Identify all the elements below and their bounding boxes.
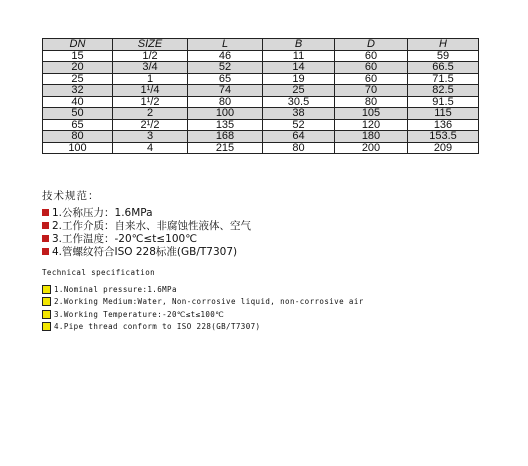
red-square-icon — [42, 235, 49, 242]
cell-size: 4 — [113, 142, 188, 154]
cell-dn: 32 — [43, 85, 113, 97]
header-d: D — [335, 39, 408, 51]
cell-size: 2¹/2 — [113, 119, 188, 131]
cell-b: 80 — [263, 142, 335, 154]
yellow-square-icon — [42, 322, 51, 331]
cell-dn: 25 — [43, 73, 113, 85]
cell-size: 1 — [113, 73, 188, 85]
cell-dn: 15 — [43, 50, 113, 62]
cell-h: 209 — [408, 142, 479, 154]
cell-d: 60 — [335, 62, 408, 74]
cell-l: 65 — [188, 73, 263, 85]
yellow-square-icon — [42, 297, 51, 306]
cell-h: 59 — [408, 50, 479, 62]
cell-dn: 80 — [43, 131, 113, 143]
cell-h: 115 — [408, 108, 479, 120]
cell-d: 120 — [335, 119, 408, 131]
cell-d: 105 — [335, 108, 408, 120]
header-b: B — [263, 39, 335, 51]
table-row — [43, 50, 479, 62]
spec-cn-item — [42, 245, 251, 258]
cell-b: 30.5 — [263, 96, 335, 108]
cell-l: 80 — [188, 96, 263, 108]
cell-b: 14 — [263, 62, 335, 74]
header-h: H — [408, 39, 479, 51]
spec-cn-text: 1.公称压力：1.6MPa — [52, 207, 153, 219]
spec-en-text: 4.Pipe thread conform to ISO 228(GB/T7307) — [54, 322, 261, 332]
spec-cn-heading: 技术规范： — [42, 190, 100, 202]
red-square-icon — [42, 209, 49, 216]
yellow-square-icon — [42, 285, 51, 294]
dimension-table — [42, 38, 479, 154]
table-row — [43, 85, 479, 97]
cell-h: 153.5 — [408, 131, 479, 143]
cell-l: 74 — [188, 85, 263, 97]
spec-cn-text: 2.工作介质：自来水、非腐蚀性液体、空气 — [52, 220, 252, 232]
cell-b: 38 — [263, 108, 335, 120]
cell-l: 46 — [188, 50, 263, 62]
table-row — [43, 119, 479, 131]
cell-b: 19 — [263, 73, 335, 85]
cell-b: 11 — [263, 50, 335, 62]
header-dn: DN — [43, 39, 113, 51]
cell-d: 70 — [335, 85, 408, 97]
cell-d: 60 — [335, 73, 408, 85]
cell-h: 66.5 — [408, 62, 479, 74]
table-header-row — [43, 39, 479, 51]
table-row — [43, 142, 479, 154]
cell-d: 200 — [335, 142, 408, 154]
table-row — [43, 131, 479, 143]
cell-size: 1/2 — [113, 50, 188, 62]
spec-en-item — [42, 296, 364, 309]
spec-en-text: 2.Working Medium:Water, Non-corrosive liquid, non-corrosive air — [54, 297, 364, 307]
table-row — [43, 96, 479, 108]
cell-size: 1¹/2 — [113, 96, 188, 108]
cell-h: 136 — [408, 119, 479, 131]
table-row — [43, 108, 479, 120]
cell-l: 168 — [188, 131, 263, 143]
cell-size: 3 — [113, 131, 188, 143]
table-row — [43, 62, 479, 74]
spec-en-heading: Technical specification — [42, 268, 156, 277]
cell-l: 100 — [188, 108, 263, 120]
cell-h: 82.5 — [408, 85, 479, 97]
cell-size: 3/4 — [113, 62, 188, 74]
spec-en-text: 1.Nominal pressure:1.6MPa — [54, 284, 177, 294]
cell-d: 60 — [335, 50, 408, 62]
spec-cn-section — [42, 188, 251, 258]
spec-en-item — [42, 283, 364, 296]
cell-b: 52 — [263, 119, 335, 131]
header-l: L — [188, 39, 263, 51]
cell-l: 135 — [188, 119, 263, 131]
spec-en-item — [42, 321, 364, 334]
red-square-icon — [42, 222, 49, 229]
cell-dn: 20 — [43, 62, 113, 74]
cell-d: 180 — [335, 131, 408, 143]
spec-en-text: 3.Working Temperature:-20℃≤t≤100℃ — [54, 309, 225, 319]
cell-b: 25 — [263, 85, 335, 97]
yellow-square-icon — [42, 310, 51, 319]
spec-cn-text: 4.管螺纹符合ISO 228标准(GB/T7307) — [52, 246, 238, 258]
cell-l: 52 — [188, 62, 263, 74]
cell-dn: 65 — [43, 119, 113, 131]
cell-h: 71.5 — [408, 73, 479, 85]
spec-en-item — [42, 308, 364, 321]
cell-d: 80 — [335, 96, 408, 108]
red-square-icon — [42, 248, 49, 255]
cell-dn: 100 — [43, 142, 113, 154]
cell-size: 2 — [113, 108, 188, 120]
table-row — [43, 73, 479, 85]
spec-en-section — [42, 268, 364, 333]
cell-h: 91.5 — [408, 96, 479, 108]
spec-cn-text: 3.工作温度：-20℃≤t≤100℃ — [52, 233, 198, 245]
cell-size: 1¹/4 — [113, 85, 188, 97]
cell-dn: 40 — [43, 96, 113, 108]
header-size: SIZE — [113, 39, 188, 51]
cell-b: 64 — [263, 131, 335, 143]
cell-dn: 50 — [43, 108, 113, 120]
cell-l: 215 — [188, 142, 263, 154]
